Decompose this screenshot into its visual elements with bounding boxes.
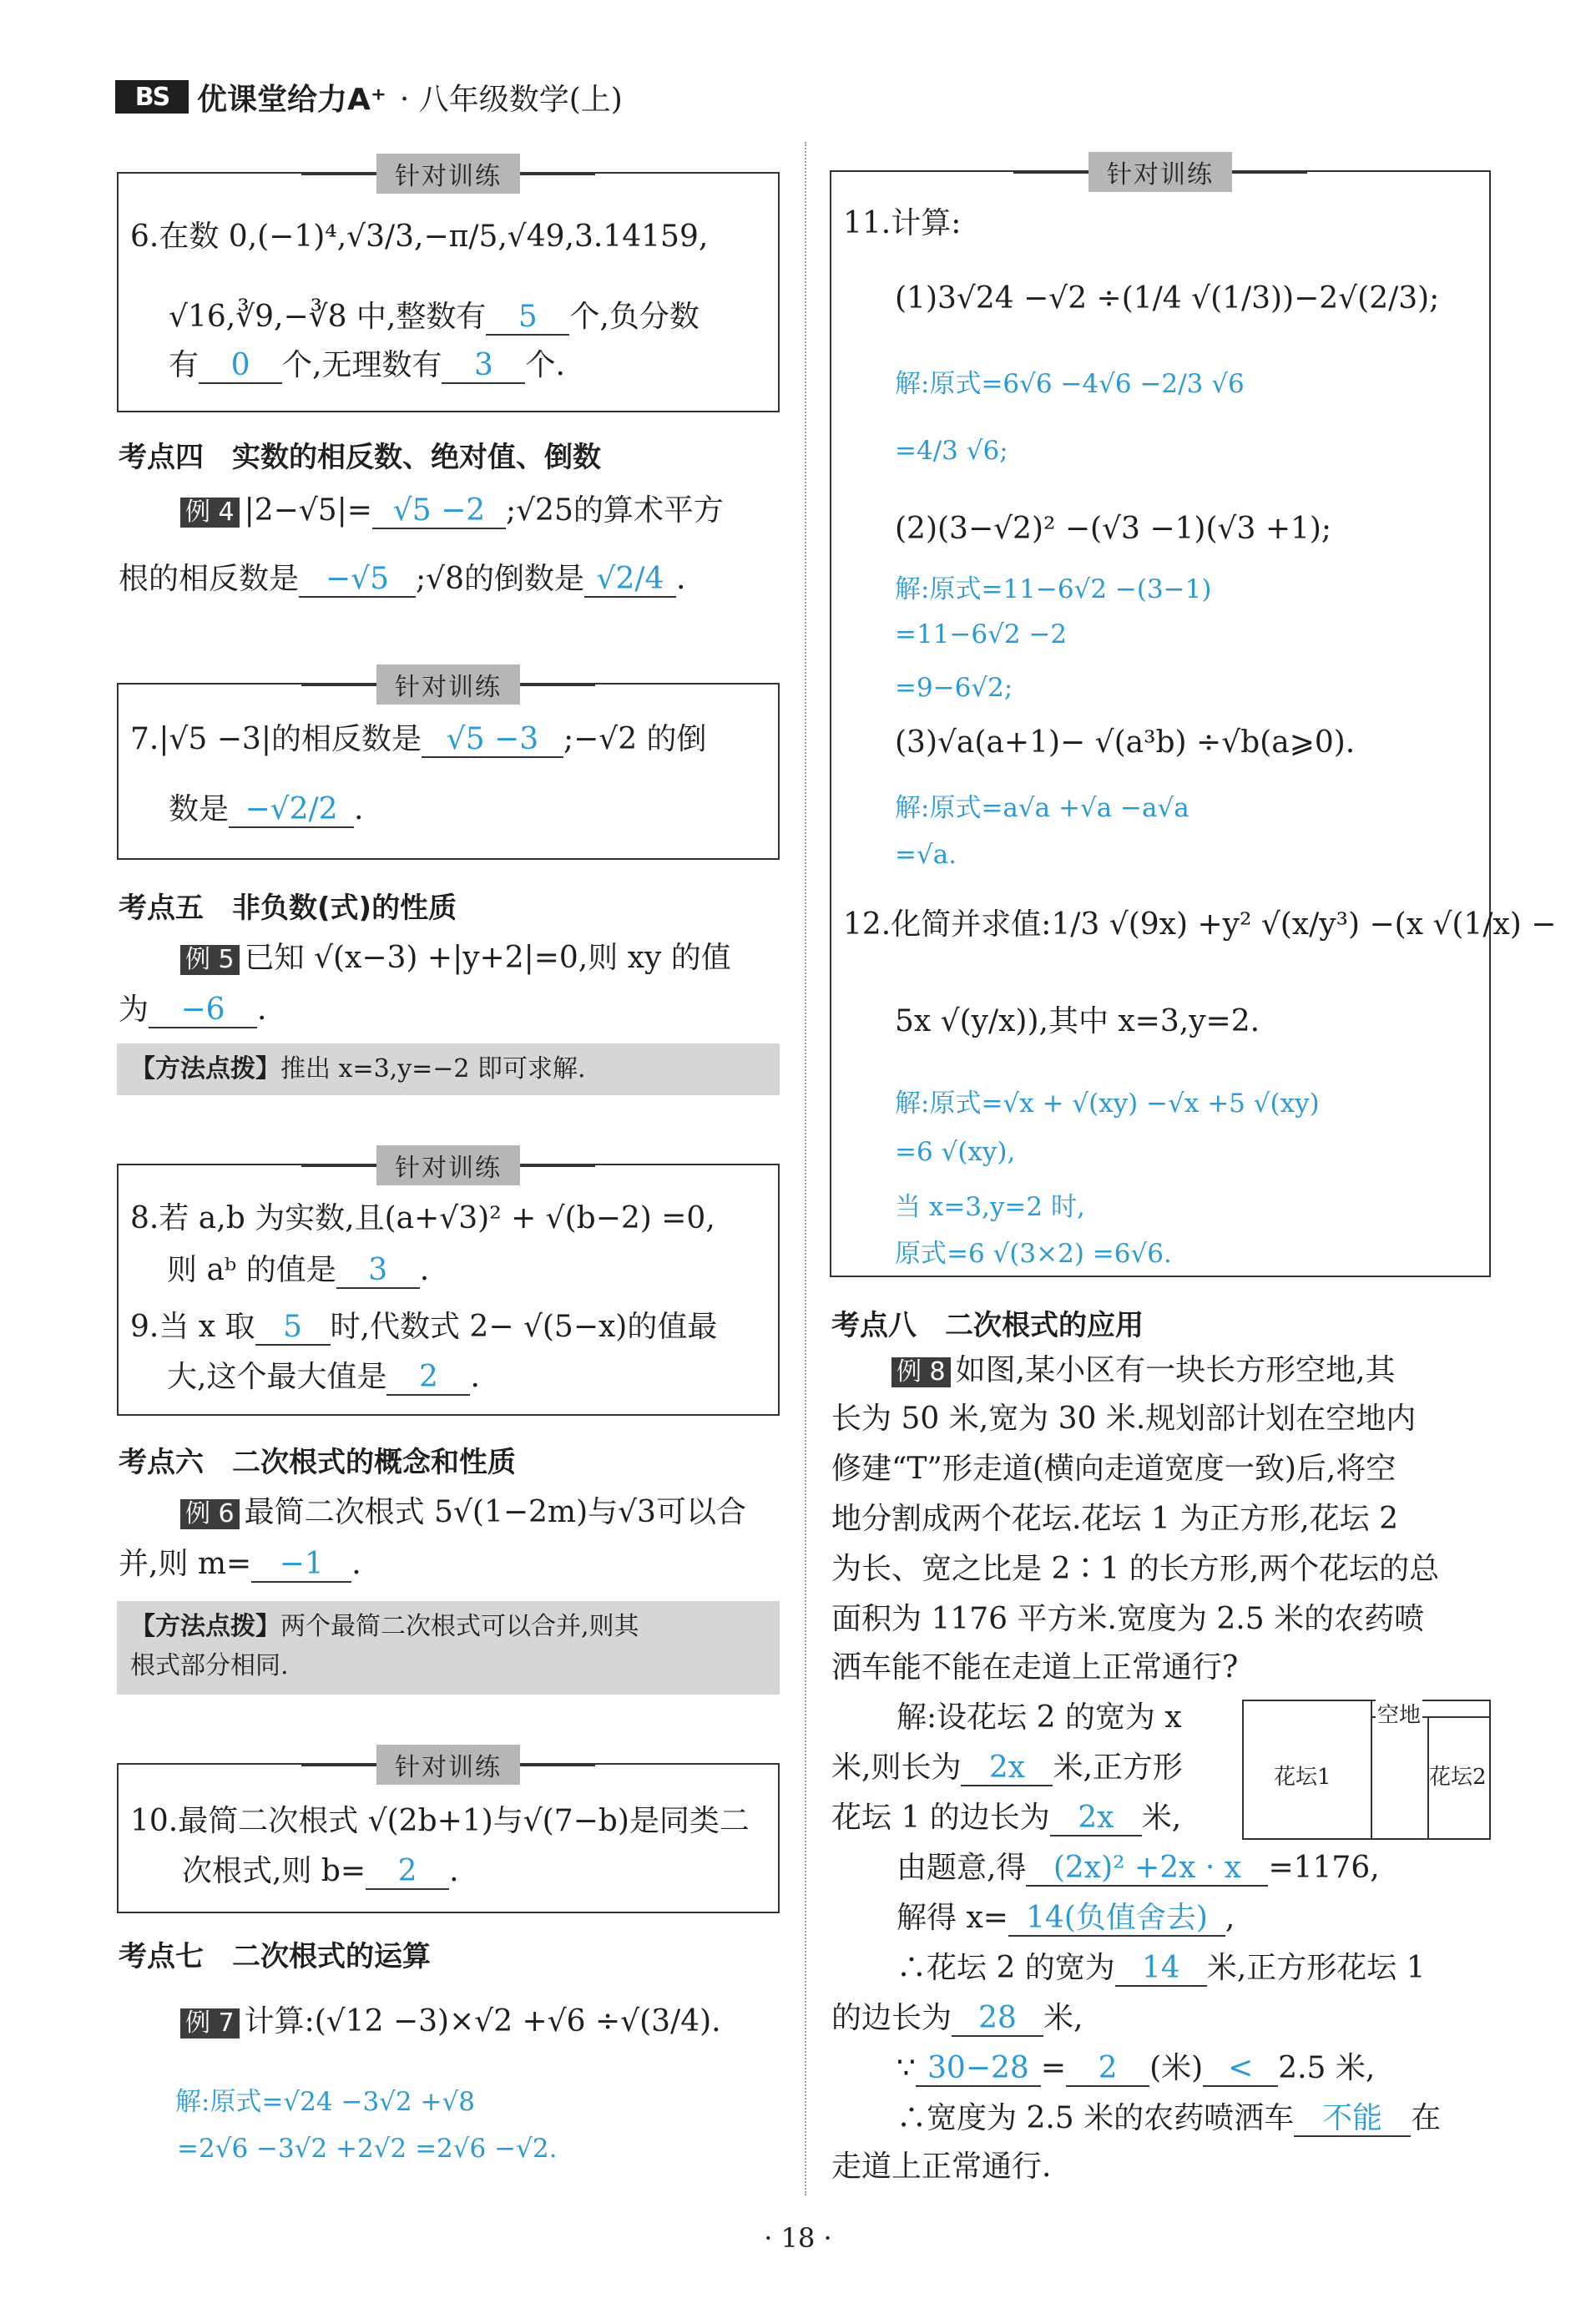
example-8-solution-10: 走道上正常通行. xyxy=(831,2150,1052,2184)
q11-solution-1b: =4/3 √6; xyxy=(895,436,1008,466)
figure-label-open-space: 空地 xyxy=(1376,1698,1422,1729)
q12-solution-c: 当 x=3,y=2 时, xyxy=(895,1192,1085,1222)
q6-line-1: 6.在数 0,(−1)⁴,√3/3,−π/5,√49,3.14159, xyxy=(130,220,709,254)
answer-blank: −6 xyxy=(149,993,257,1028)
practice-box-3 xyxy=(117,1154,780,1416)
practice-tag: 针对训练 xyxy=(376,664,520,705)
example-8-line-7: 洒车能不能在走道上正常通行? xyxy=(831,1650,1239,1685)
answer-blank: −√2/2 xyxy=(229,792,354,828)
example-8-solution-7: 的边长为 28 米, xyxy=(831,2000,1083,2037)
example-5-line-2: 为 −6 . xyxy=(119,992,266,1028)
section-heading-6: 考点六 二次根式的概念和性质 xyxy=(119,1446,516,1479)
answer-blank: < xyxy=(1203,2051,1278,2087)
answer-blank: (2x)² +2x · x xyxy=(1026,1851,1268,1887)
section-heading-7: 考点七 二次根式的运算 xyxy=(119,1940,431,1973)
section-heading-4: 考点四 实数的相反数、绝对值、倒数 xyxy=(119,441,601,474)
example-8-line-4: 地分割成两个花坛.花坛 1 为正方形,花坛 2 xyxy=(831,1502,1399,1536)
answer-blank: 0 xyxy=(199,348,282,384)
example-8-solution-1: 解:设花坛 2 的宽为 x xyxy=(896,1700,1182,1735)
example-label: 例 6 xyxy=(180,1499,240,1529)
q12-solution-b: =6 √(xy), xyxy=(895,1137,1016,1167)
practice-box-2 xyxy=(117,673,780,860)
example-8-solution-9: ∴宽度为 2.5 米的农药喷洒车 不能 在 xyxy=(896,2100,1441,2137)
example-label: 例 8 xyxy=(891,1357,951,1387)
practice-tag: 针对训练 xyxy=(376,1145,520,1185)
practice-tag: 针对训练 xyxy=(1088,152,1232,192)
q11-part-3: (3)√a(a+1)− √(a³b) ÷√b(a⩾0). xyxy=(895,725,1356,760)
example-8-solution-3: 花坛 1 的边长为 2x 米, xyxy=(831,1800,1181,1836)
example-label: 例 7 xyxy=(180,2008,240,2039)
q11-solution-3b: =√a. xyxy=(895,840,957,870)
answer-blank: 3 xyxy=(336,1253,420,1289)
example-8-solution-5: 解得 x= 14(负值舍去) , xyxy=(896,1900,1235,1937)
page-number: · 18 · xyxy=(764,2222,832,2254)
q10-line-1: 10.最简二次根式 √(2b+1)与√(7−b)是同类二 xyxy=(130,1804,750,1838)
practice-tag: 针对训练 xyxy=(376,154,520,194)
example-7-line-1: 例 7 计算:(√12 −3)×√2 +√6 ÷√(3/4). xyxy=(180,2003,721,2039)
example-label: 例 4 xyxy=(180,498,240,528)
q11-part-1: (1)3√24 −√2 ÷(1/4 √(1/3))−2√(2/3); xyxy=(895,281,1440,316)
section-heading-5: 考点五 非负数(式)的性质 xyxy=(119,892,457,925)
q12-solution-a: 解:原式=√x + √(xy) −√x +5 √(xy) xyxy=(895,1089,1320,1119)
example-4-line-1: 例 4 |2−√5|= √5 −2 ;√25的算术平方 xyxy=(180,493,724,529)
q7-line-2: 数是 −√2/2 . xyxy=(169,791,363,828)
q8-line-2: 则 aᵇ 的值是 3 . xyxy=(167,1252,429,1289)
example-8-line-3: 修建“T”形走道(横向走道宽度一致)后,将空 xyxy=(831,1452,1396,1486)
answer-blank: 3 xyxy=(442,348,525,384)
answer-blank: 不能 xyxy=(1294,2101,1411,2137)
book-subtitle: · 八年级数学(上) xyxy=(399,82,623,117)
answer-blank: 14 xyxy=(1115,1951,1207,1987)
method-tip-5: 【方法点拨】推出 x=3,y=−2 即可求解. xyxy=(117,1043,780,1095)
garden-plot-figure xyxy=(1242,1700,1491,1840)
q10-line-2: 次根式,则 b= 2 . xyxy=(182,1853,459,1890)
q11-solution-1a: 解:原式=6√6 −4√6 −2/3 √6 xyxy=(895,369,1245,399)
q9-line-1: 9.当 x 取 5 时,代数式 2− √(5−x)的值最 xyxy=(130,1309,717,1346)
example-7-solution-2: =2√6 −3√2 +2√2 =2√6 −√2. xyxy=(177,2134,558,2164)
q12-line-2: 5x √(y/x)),其中 x=3,y=2. xyxy=(895,1004,1260,1038)
q11-solution-2c: =9−6√2; xyxy=(895,673,1013,703)
book-title: 优课堂给力A⁺ xyxy=(197,82,386,117)
practice-box-5 xyxy=(830,160,1557,1277)
q6-line-2: √16,∛9,−∛8 中,整数有 5 个,负分数 xyxy=(169,299,700,336)
example-label: 例 5 xyxy=(180,945,240,975)
q11-solution-2b: =11−6√2 −2 xyxy=(895,619,1068,649)
answer-blank: √5 −2 xyxy=(372,493,506,529)
answer-blank: 30−28 xyxy=(916,2051,1041,2087)
answer-blank: −√5 xyxy=(299,562,416,598)
example-8-solution-6: ∴花坛 2 的宽为 14 米,正方形花坛 1 xyxy=(896,1950,1426,1987)
example-8-line-1: 例 8 如图,某小区有一块长方形空地,其 xyxy=(891,1352,1396,1388)
q11-solution-3a: 解:原式=a√a +√a −a√a xyxy=(895,793,1189,823)
section-heading-8: 考点八 二次根式的应用 xyxy=(831,1309,1144,1342)
q11-part-2: (2)(3−√2)² −(√3 −1)(√3 +1); xyxy=(895,512,1332,546)
q7-line-1: 7.|√5 −3|的相反数是 √5 −3 ;−√2 的倒 xyxy=(130,721,707,758)
example-8-solution-4: 由题意,得 (2x)² +2x · x =1176, xyxy=(896,1850,1380,1887)
answer-blank: 5 xyxy=(255,1310,331,1346)
practice-box-4 xyxy=(117,1753,780,1913)
answer-blank: 2x xyxy=(961,1751,1053,1786)
example-8-line-5: 为长、宽之比是 2∶1 的长方形,两个花坛的总 xyxy=(831,1552,1440,1586)
q9-line-2: 大,这个最大值是 2 . xyxy=(167,1359,480,1396)
example-8-solution-2: 米,则长为 2x 米,正方形 xyxy=(831,1750,1183,1786)
answer-blank: 2 xyxy=(386,1360,470,1396)
example-8-line-6: 面积为 1176 平方米.宽度为 2.5 米的农药喷 xyxy=(831,1602,1425,1636)
answer-blank: 5 xyxy=(486,300,569,336)
example-5-line-1: 例 5 已知 √(x−3) +|y+2|=0,则 xy 的值 xyxy=(180,940,731,976)
figure-label-bed-2: 花坛2 xyxy=(1429,1765,1487,1790)
answer-blank: 14(负值舍去) xyxy=(1008,1901,1225,1937)
publisher-logo: BS xyxy=(115,80,189,114)
answer-blank: √2/4 xyxy=(584,562,676,598)
q11-heading: 11.计算: xyxy=(843,206,962,240)
example-6-line-1: 例 6 最简二次根式 5√(1−2m)与√3可以合 xyxy=(180,1494,746,1530)
answer-blank: √5 −3 xyxy=(422,722,563,758)
q12-solution-d: 原式=6 √(3×2) =6√6. xyxy=(895,1239,1172,1269)
practice-tag: 针对训练 xyxy=(376,1745,520,1785)
practice-box-1 xyxy=(117,162,780,412)
example-8-line-2: 长为 50 米,宽为 30 米.规划部计划在空地内 xyxy=(831,1402,1417,1436)
figure-label-bed-1: 花坛1 xyxy=(1274,1765,1331,1790)
q6-line-3: 有 0 个,无理数有 3 个. xyxy=(169,347,565,384)
q8-line-1: 8.若 a,b 为实数,且(a+√3)² + √(b−2) =0, xyxy=(130,1201,715,1235)
answer-blank: 2 xyxy=(366,1854,449,1890)
q12-line-1: 12.化简并求值:1/3 √(9x) +y² √(x/y³) −(x √(1/x) − xyxy=(843,907,1557,942)
page-header xyxy=(115,72,623,122)
answer-blank: 2x xyxy=(1050,1801,1142,1836)
answer-blank: 2 xyxy=(1066,2051,1149,2087)
example-6-line-2: 并,则 m= −1 . xyxy=(119,1546,361,1583)
answer-blank: 28 xyxy=(952,2001,1043,2037)
column-divider xyxy=(805,142,806,2195)
answer-blank: −1 xyxy=(251,1547,351,1583)
method-tip-6: 【方法点拨】两个最简二次根式可以合并,则其 根式部分相同. xyxy=(117,1601,780,1695)
example-4-line-2: 根的相反数是 −√5 ;√8的倒数是 √2/4 . xyxy=(119,561,685,598)
example-8-solution-8: ∵ 30−28 = 2 (米) < 2.5 米, xyxy=(896,2050,1375,2087)
example-7-solution-1: 解:原式=√24 −3√2 +√8 xyxy=(175,2087,475,2117)
q11-solution-2a: 解:原式=11−6√2 −(3−1) xyxy=(895,574,1212,604)
